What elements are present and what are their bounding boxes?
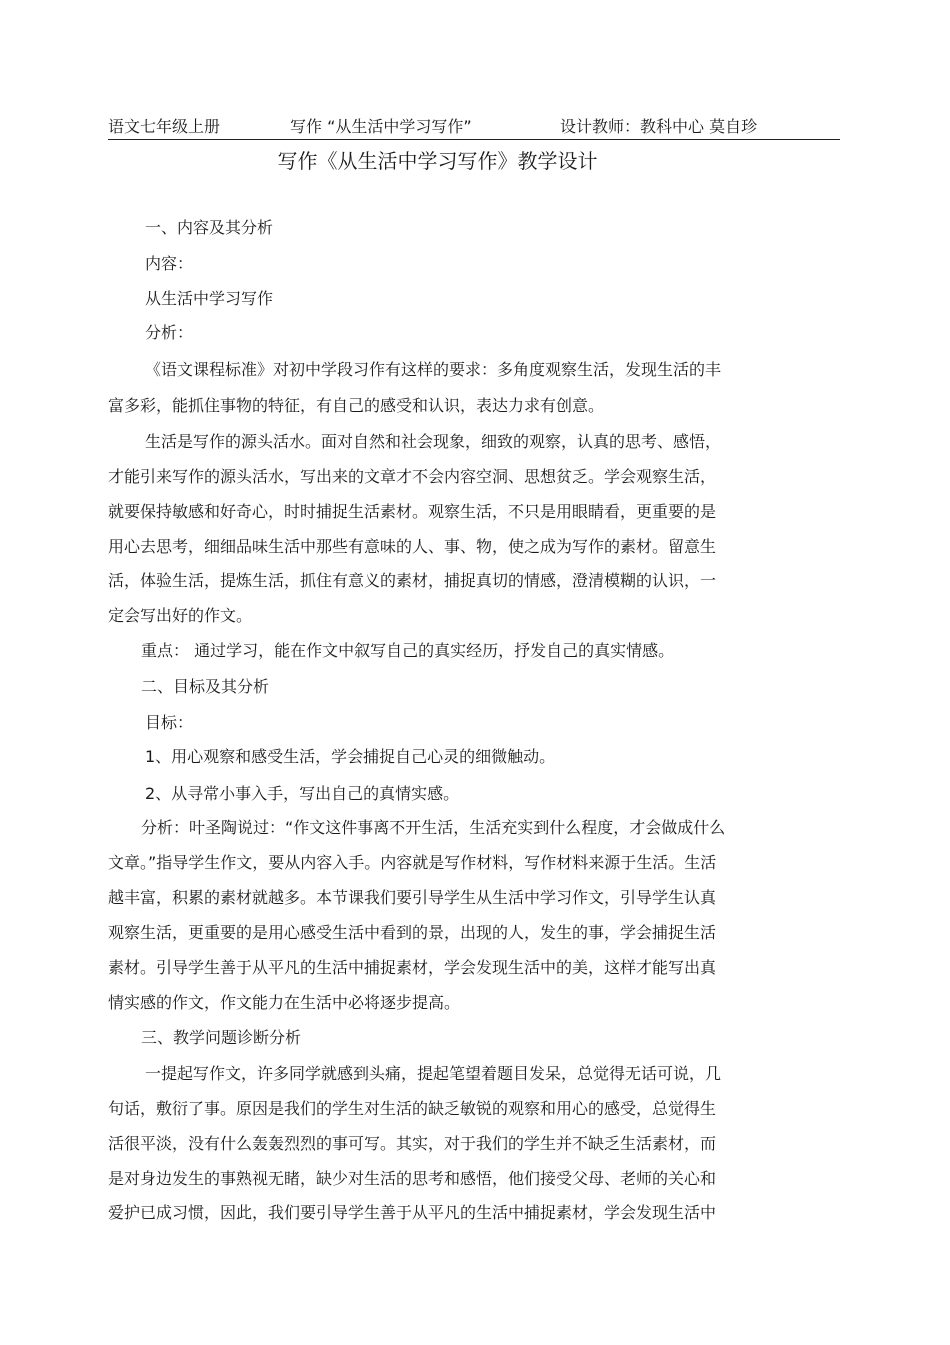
text-line: 观察生活，更重要的是用心感受生活中看到的景，出现的人，发生的事，学会捕捉生活 — [108, 923, 717, 942]
text-line: 用心去思考，细细品味生活中那些有意味的人、事、物，使之成为写作的素材。留意生 — [108, 537, 717, 556]
text-line: 《语文课程标准》对初中学段习作有这样的要求：多角度观察生活，发现生活的丰 — [145, 360, 722, 379]
analysis-label: 分析： — [145, 323, 194, 342]
text-line: 越丰富，积累的素材就越多。本节课我们要引导学生从生活中学习作文，引导学生认真 — [108, 888, 717, 907]
goals-label: 目标： — [145, 713, 194, 732]
text-line: 一提起写作文，许多同学就感到头痛，提起笔望着题目发呆，总觉得无话可说，几 — [145, 1064, 722, 1083]
text-line: 分析：叶圣陶说过：“作文这件事离不开生活，生活充实到什么程度，才会做成什么 — [141, 818, 726, 837]
header-course: 语文七年级上册 — [108, 117, 221, 136]
running-header — [108, 117, 840, 140]
text-line: 定会写出好的作文。 — [108, 606, 253, 625]
text-line: 爱护已成习惯，因此，我们要引导学生善于从平凡的生活中捕捉素材，学会发现生活中 — [108, 1203, 717, 1222]
section-heading-content: 一、内容及其分析 — [145, 218, 274, 237]
text-line: 情实感的作文，作文能力在生活中必将逐步提高。 — [108, 993, 461, 1012]
content-text: 从生活中学习写作 — [145, 289, 274, 308]
section-heading-diagnosis: 三、教学问题诊断分析 — [141, 1028, 302, 1047]
text-line: 是对身边发生的事熟视无睹，缺少对生活的思考和感悟，他们接受父母、老师的关心和 — [108, 1169, 717, 1188]
text-line: 生活是写作的源头活水。面对自然和社会现象，细致的观察，认真的思考、感悟， — [145, 432, 722, 451]
header-teacher: 设计教师：教科中心 莫自珍 — [560, 117, 758, 136]
text-line: 活，体验生活，提炼生活，抓住有意义的素材，捕捉真切的情感，澄清模糊的认识，一 — [108, 571, 717, 590]
header-topic: 写作 “从生活中学习写作” — [290, 117, 472, 136]
key-point: 重点： 通过学习，能在作文中叙写自己的真实经历，抒发自己的真实情感。 — [141, 641, 675, 660]
text-line: 素材。引导学生善于从平凡的生活中捕捉素材，学会发现生活中的美，这样才能写出真 — [108, 958, 717, 977]
text-line: 才能引来写作的源头活水，写出来的文章才不会内容空洞、思想贫乏。学会观察生活， — [108, 467, 717, 486]
text-line: 句话，敷衍了事。原因是我们的学生对生活的缺乏敏锐的观察和用心的感受，总觉得生 — [108, 1099, 717, 1118]
section-heading-goals: 二、目标及其分析 — [141, 677, 270, 696]
text-line: 文章。”指导学生作文，要从内容入手。内容就是写作材料，写作材料来源于生活。生活 — [108, 853, 717, 872]
document-title: 写作《从生活中学习写作》教学设计 — [277, 149, 598, 173]
text-line: 活很平淡，没有什么轰轰烈烈的事可写。其实，对于我们的学生并不缺乏生活素材，而 — [108, 1134, 717, 1153]
text-line: 富多彩，能抓住事物的特征，有自己的感受和认识，表达力求有创意。 — [108, 396, 605, 415]
goal-item: 1、用心观察和感受生活，学会捕捉自己心灵的细微触动。 — [145, 747, 556, 766]
text-line: 就要保持敏感和好奇心，时时捕捉生活素材。观察生活，不只是用眼睛看，更重要的是 — [108, 502, 717, 521]
goal-item: 2、从寻常小事入手，写出自己的真情实感。 — [145, 784, 460, 803]
content-label: 内容： — [145, 254, 194, 273]
